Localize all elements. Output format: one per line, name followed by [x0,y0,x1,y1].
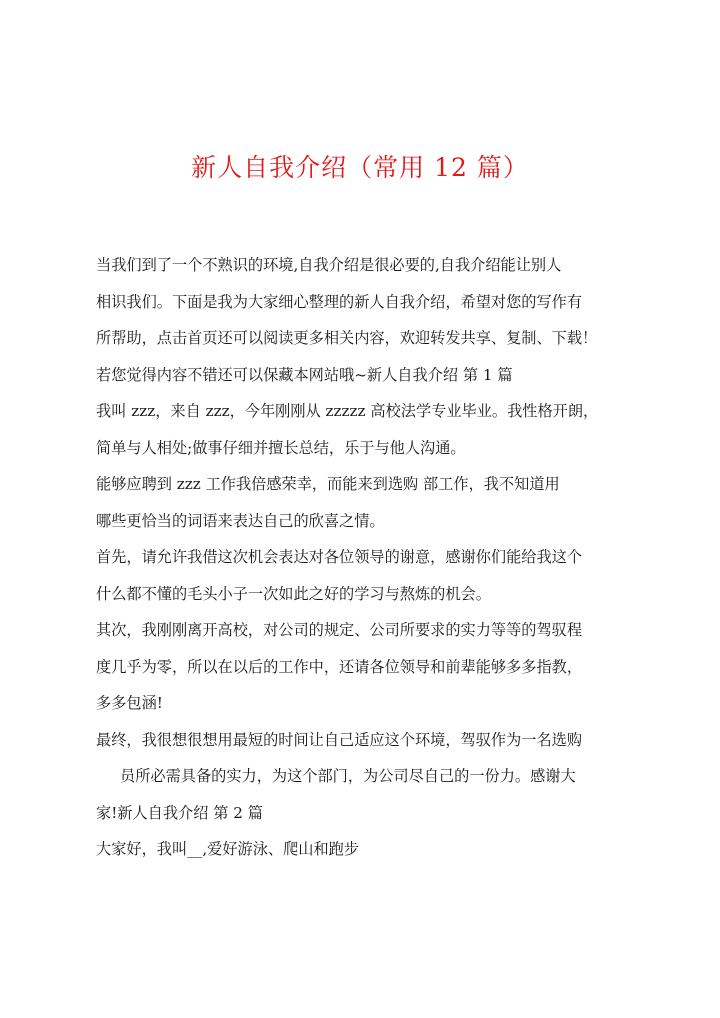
body-line: 最终，我很想很想用最短的时间让自己适应这个环境，驾驭作为一名选购 [96,730,582,749]
body-line: 员所必需具备的实力，为这个部门，为公司尽自己的一份力。感谢大 [120,767,576,785]
body-line: 能够应聘到 zzz 工作我倍感荣幸，而能来到选购 部工作，我不知道用 [96,475,560,493]
body-line: 大家好，我叫__,爱好游泳、爬山和跑步 [96,840,360,858]
body-line: 相识我们。下面是我为大家细心整理的新人自我介绍，希望对您的写作有 [96,292,582,311]
body-line: 多多包涵! [96,694,163,712]
body-line: 家!新人自我介绍 第 2 篇 [96,803,263,822]
body-line: 度几乎为零，所以在以后的工作中，还请各位领导和前辈能够多多指教， [96,657,582,676]
body-line: 我叫 zzz，来自 zzz，今年刚刚从 zzzzz 高校法学专业毕业。我性格开朗， [96,402,599,420]
body-line: 若您觉得内容不错还可以保藏本网站哦~新人自我介绍 第 1 篇 [96,365,513,384]
body-line: 首先，请允许我借这次机会表达对各位领导的谢意，感谢你们能给我这个 [96,548,582,566]
body-line: 简单与人相处;做事仔细并擅长总结，乐于与他人沟通。 [96,438,466,457]
body-line: 当我们到了一个不熟识的环境,自我介绍是很必要的,自我介绍能让别人 [96,256,562,274]
document-body [96,256,636,877]
body-line: 其次，我刚刚离开高校，对公司的规定、公司所要求的实力等等的驾驭程 [96,621,582,639]
body-line: 哪些更恰当的词语来表达自己的欣喜之情。 [96,511,385,530]
body-line: 什么都不懂的毛头小子一次如此之好的学习与熬炼的机会。 [96,584,491,603]
document-title: 新人自我介绍（常用 12 篇） [191,153,529,182]
body-line: 所帮助，点击首页还可以阅读更多相关内容，欢迎转发共享、复制、下载！ [96,329,598,347]
